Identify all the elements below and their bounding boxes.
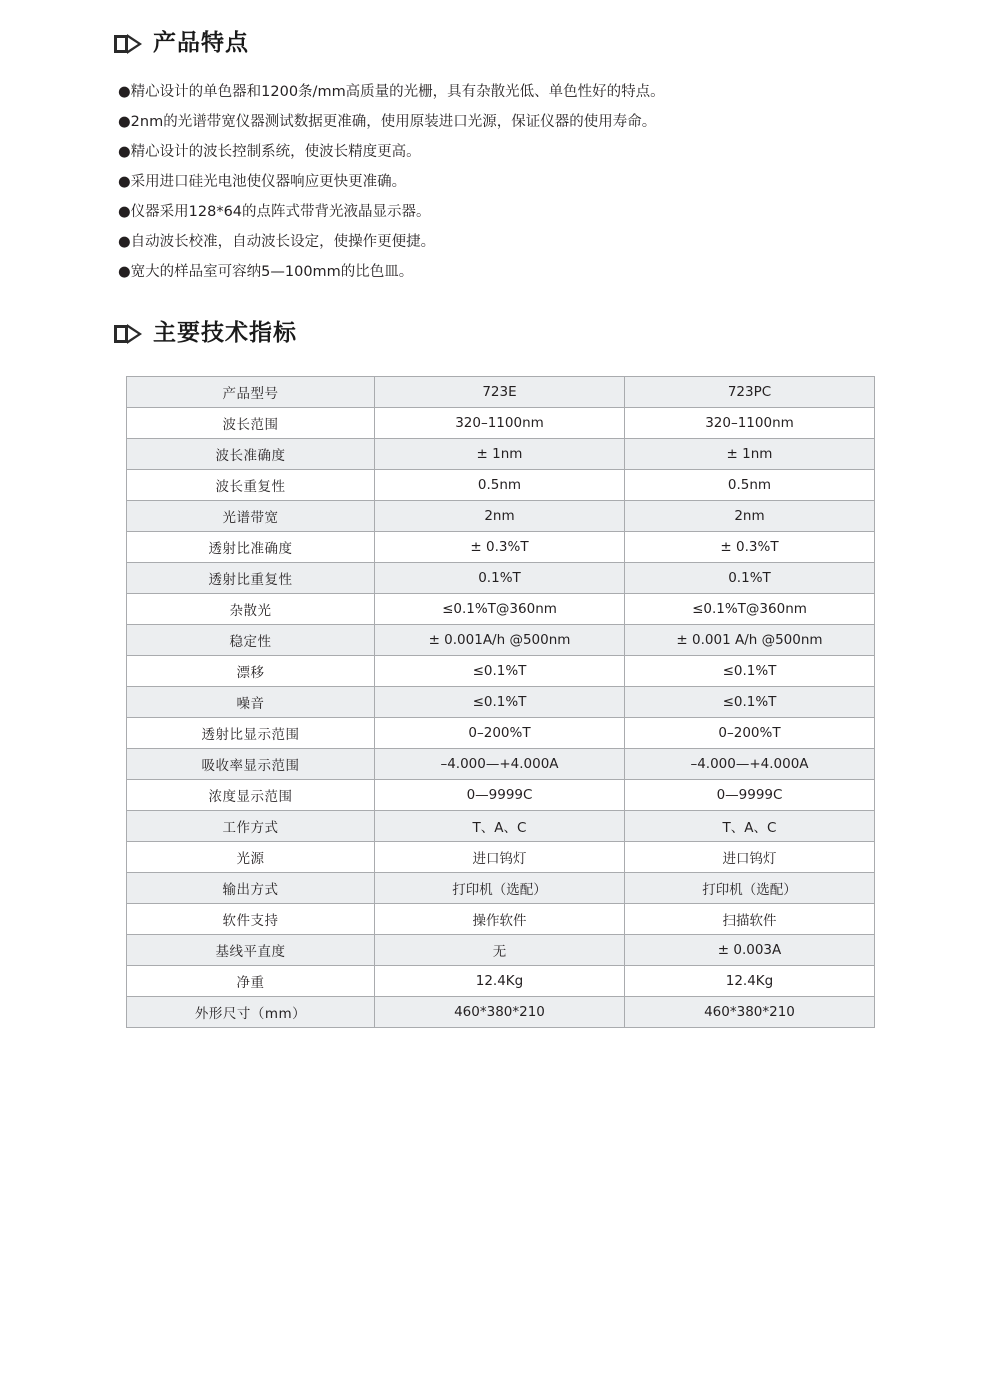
row-value-723e: ≤0.1%T — [375, 656, 625, 687]
row-label: 透射比准确度 — [127, 532, 375, 563]
column-header-723e: 723E — [375, 377, 625, 408]
row-label: 浓度显示范围 — [127, 780, 375, 811]
table-row — [127, 873, 875, 904]
table-row — [127, 408, 875, 439]
row-label: 工作方式 — [127, 811, 375, 842]
row-value-723pc: ± 0.003A — [625, 935, 875, 966]
row-value-723pc: –4.000—+4.000A — [625, 749, 875, 780]
row-value-723e: ≤0.1%T@360nm — [375, 594, 625, 625]
table-row — [127, 811, 875, 842]
table-row — [127, 749, 875, 780]
table-row — [127, 532, 875, 563]
features-title: 产品特点 — [153, 30, 249, 56]
row-value-723pc: ≤0.1%T — [625, 687, 875, 718]
flag-triangle-icon — [113, 323, 143, 345]
row-value-723e: ± 0.001A/h @500nm — [375, 625, 625, 656]
row-value-723pc: 进口钨灯 — [625, 842, 875, 873]
spec-table-container — [126, 376, 874, 1028]
row-label: 外形尺寸（mm） — [127, 997, 375, 1028]
row-value-723e: 0—9999C — [375, 780, 625, 811]
row-value-723e: 0.1%T — [375, 563, 625, 594]
table-row — [127, 997, 875, 1028]
list-item: ●精心设计的波长控制系统，使波长精度更高。 — [118, 144, 421, 160]
row-value-723e: 460*380*210 — [375, 997, 625, 1028]
list-item: ●2nm的光谱带宽仪器测试数据更准确，使用原装进口光源，保证仪器的使用寿命。 — [118, 114, 657, 130]
row-value-723pc: ± 0.3%T — [625, 532, 875, 563]
table-row — [127, 563, 875, 594]
row-value-723pc: ± 0.001 A/h @500nm — [625, 625, 875, 656]
spec-table — [126, 376, 875, 1028]
specs-title: 主要技术指标 — [153, 320, 297, 346]
features-list — [118, 77, 918, 287]
row-value-723e: ± 1nm — [375, 439, 625, 470]
table-row — [127, 501, 875, 532]
list-item: ●自动波长校准，自动波长设定，使操作更便捷。 — [118, 234, 436, 250]
list-item: ●仪器采用128*64的点阵式带背光液晶显示器。 — [118, 204, 431, 220]
table-row — [127, 656, 875, 687]
flag-triangle-icon — [113, 33, 143, 55]
row-label: 基线平直度 — [127, 935, 375, 966]
row-value-723e: T、A、C — [375, 811, 625, 842]
row-value-723e: 12.4Kg — [375, 966, 625, 997]
list-item: ●精心设计的单色器和1200条/mm高质量的光栅，具有杂散光低、单色性好的特点。 — [118, 84, 665, 100]
row-value-723pc: 扫描软件 — [625, 904, 875, 935]
table-row — [127, 718, 875, 749]
table-row — [127, 594, 875, 625]
row-label: 软件支持 — [127, 904, 375, 935]
table-row — [127, 842, 875, 873]
list-item: ●宽大的样品室可容纳5—100mm的比色皿。 — [118, 264, 414, 280]
row-value-723pc: 320–1100nm — [625, 408, 875, 439]
table-row — [127, 904, 875, 935]
row-value-723pc: 0.1%T — [625, 563, 875, 594]
table-row — [127, 625, 875, 656]
column-header-723pc: 723PC — [625, 377, 875, 408]
row-label: 稳定性 — [127, 625, 375, 656]
row-value-723e: 320–1100nm — [375, 408, 625, 439]
row-value-723e: 操作软件 — [375, 904, 625, 935]
row-value-723e: 0–200%T — [375, 718, 625, 749]
row-value-723pc: ≤0.1%T@360nm — [625, 594, 875, 625]
row-label: 光谱带宽 — [127, 501, 375, 532]
table-row — [127, 966, 875, 997]
row-value-723pc: ± 1nm — [625, 439, 875, 470]
row-label: 杂散光 — [127, 594, 375, 625]
row-value-723pc: 12.4Kg — [625, 966, 875, 997]
row-value-723pc: 0—9999C — [625, 780, 875, 811]
row-value-723pc: 460*380*210 — [625, 997, 875, 1028]
row-value-723e: 打印机（选配） — [375, 873, 625, 904]
row-value-723e: –4.000—+4.000A — [375, 749, 625, 780]
column-header-model: 产品型号 — [127, 377, 375, 408]
row-label: 透射比重复性 — [127, 563, 375, 594]
row-label: 透射比显示范围 — [127, 718, 375, 749]
row-value-723pc: 0.5nm — [625, 470, 875, 501]
row-value-723e: ± 0.3%T — [375, 532, 625, 563]
row-label: 净重 — [127, 966, 375, 997]
row-label: 输出方式 — [127, 873, 375, 904]
table-row — [127, 935, 875, 966]
specs-section-heading — [113, 322, 297, 345]
row-value-723e: 2nm — [375, 501, 625, 532]
table-header-row — [127, 377, 875, 408]
row-label: 吸收率显示范围 — [127, 749, 375, 780]
features-section-heading — [113, 32, 249, 55]
row-label: 噪音 — [127, 687, 375, 718]
row-label: 波长重复性 — [127, 470, 375, 501]
table-row — [127, 439, 875, 470]
row-label: 漂移 — [127, 656, 375, 687]
table-row — [127, 470, 875, 501]
table-row — [127, 780, 875, 811]
row-value-723pc: 打印机（选配） — [625, 873, 875, 904]
row-value-723e: 0.5nm — [375, 470, 625, 501]
row-value-723pc: T、A、C — [625, 811, 875, 842]
row-value-723pc: ≤0.1%T — [625, 656, 875, 687]
row-label: 波长准确度 — [127, 439, 375, 470]
row-value-723e: 进口钨灯 — [375, 842, 625, 873]
row-value-723e: 无 — [375, 935, 625, 966]
list-item: ●采用进口硅光电池使仪器响应更快更准确。 — [118, 174, 407, 190]
row-value-723pc: 0–200%T — [625, 718, 875, 749]
table-row — [127, 687, 875, 718]
row-label: 光源 — [127, 842, 375, 873]
row-label: 波长范围 — [127, 408, 375, 439]
row-value-723pc: 2nm — [625, 501, 875, 532]
row-value-723e: ≤0.1%T — [375, 687, 625, 718]
